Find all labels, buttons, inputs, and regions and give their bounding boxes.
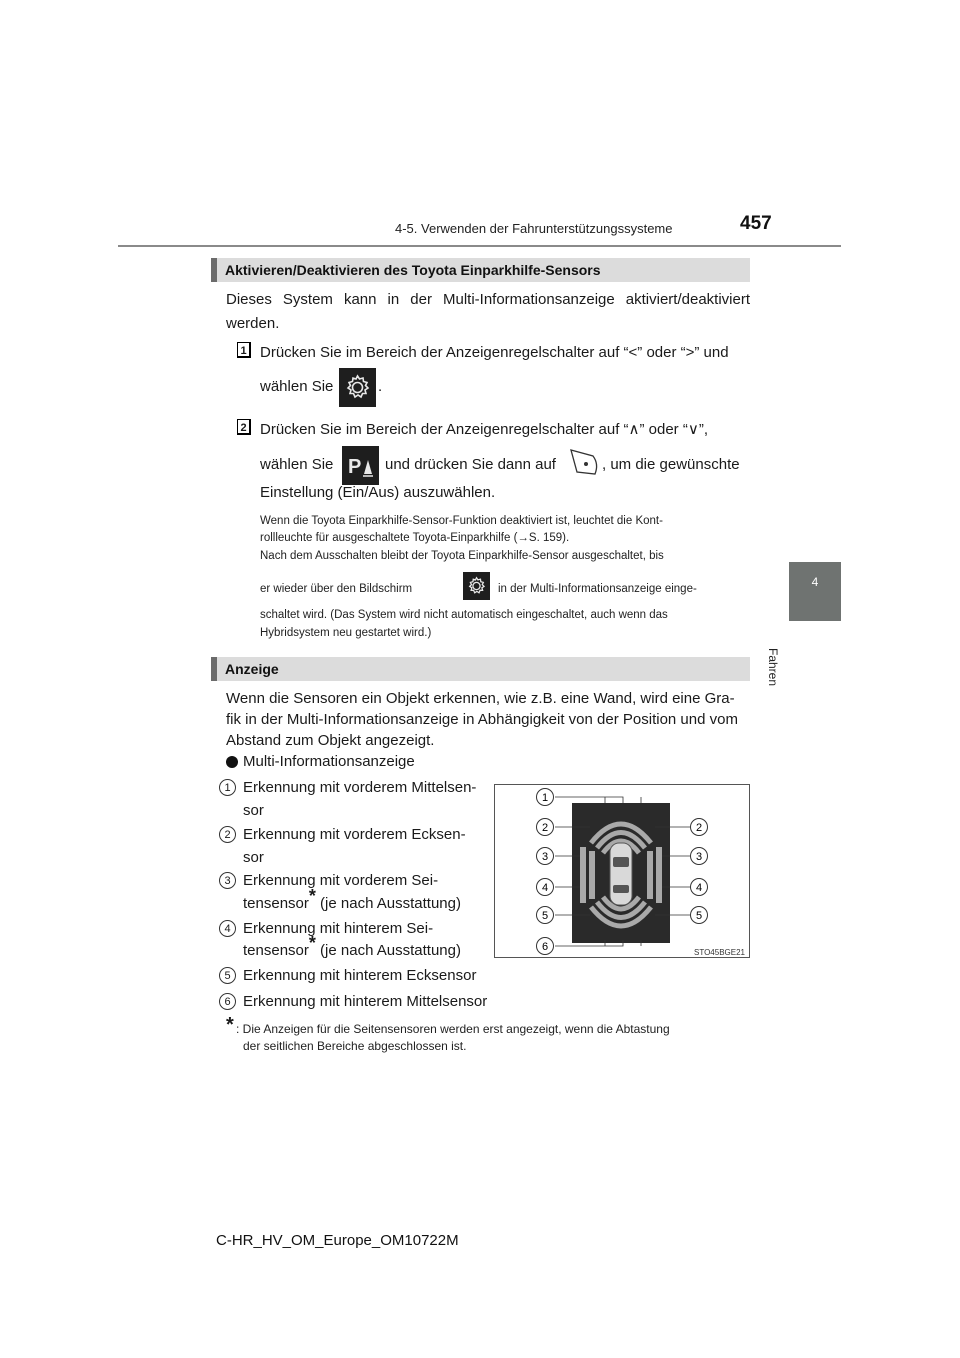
step-number-2: 2 [237, 419, 251, 435]
bullet-dot [226, 756, 238, 768]
item-4-asterisk: * [308, 933, 316, 953]
item-4-line2-text: tensensor [243, 942, 309, 959]
figure-right-labels [691, 819, 708, 924]
settings-gear-icon-small [463, 572, 490, 600]
page-number: 457 [740, 213, 772, 234]
figure-code: STO45BGE21 [694, 948, 745, 957]
enter-switch-icon [567, 446, 601, 480]
item-number-5: 5 [219, 967, 236, 984]
step1-line2-post: . [378, 378, 383, 395]
header-rule [118, 245, 841, 247]
display-intro-line2: fik in der Multi-Informationsanzeige in Abhängigkeit von der Position und vom [226, 711, 738, 728]
item-3-asterisk: * [308, 886, 316, 906]
bullet-multi-info: Multi-Informationsanzeige [243, 753, 415, 770]
display-intro-line1: Wenn die Sensoren ein Objekt erkennen, wie z.B. eine Wand, wird eine Gra- [226, 690, 735, 707]
settings-gear-icon [339, 368, 376, 407]
item-4-line1: Erkennung mit hinterem Sei- [243, 920, 434, 937]
note-line1: Wenn die Toyota Einparkhilfe-Sensor-Funktion deaktiviert ist, leuchtet die Kont- [260, 515, 663, 527]
note-line4-pre: er wieder über den Bildschirm [260, 583, 413, 595]
fig-label-left-5: 5 [541, 910, 549, 922]
fig-label-right-4: 4 [695, 882, 703, 894]
item-3-line2 [243, 886, 461, 916]
item-1-line1: Erkennung mit vorderem Mittelsen- [243, 779, 477, 796]
item-number-6: 6 [219, 993, 236, 1010]
step1-line2 [260, 375, 333, 399]
display-intro-line3: Abstand zum Objekt angezeigt. [226, 732, 435, 749]
footnote-line1: : Die Anzeigen für die Seitensensoren werden erst angezeigt, wenn die Abtastung [236, 1022, 670, 1036]
car-silhouette [610, 843, 632, 905]
fig-label-left-3: 3 [541, 851, 549, 863]
fig-label-left-6: 6 [541, 941, 549, 953]
item-4-line2 [243, 933, 461, 963]
note-line3: Nach dem Ausschalten bleibt der Toyota Einparkhilfe-Sensor ausgeschaltet, bis [260, 550, 664, 562]
note-line5: schaltet wird. (Das System wird nicht automatisch eingeschaltet, auch wenn das [260, 609, 668, 621]
item-number-4: 4 [219, 920, 236, 937]
step2-line3: Einstellung (Ein/Aus) auszuwählen. [260, 484, 496, 501]
parking-sensor-figure [494, 784, 750, 958]
footnote-asterisk: * [226, 1014, 234, 1036]
step-number-1: 1 [237, 342, 251, 358]
section-heading-display [211, 657, 750, 681]
chapter-side-label [766, 628, 820, 688]
note-line2: rollleuchte für ausgeschaltete Toyota-Einparkhilfe (→S. 159). [260, 532, 570, 544]
document-code: C-HR_HV_OM_Europe_OM10722M [216, 1232, 459, 1249]
step1-line1: Drücken Sie im Bereich der Anzeigenregelschalter auf “<” oder “>” und [260, 344, 729, 361]
fig-label-right-5: 5 [695, 910, 703, 922]
item-2-line2: sor [243, 849, 264, 866]
note-line6: Hybridsystem neu gestartet wird.) [260, 627, 432, 639]
step2-line2-mid: und drücken Sie dann auf [385, 456, 556, 473]
fig-label-left-4: 4 [541, 882, 549, 894]
item-1-line2: sor [243, 802, 264, 819]
svg-text:P: P [348, 456, 362, 478]
step1-line2-pre: wählen Sie [260, 378, 334, 395]
fig-label-left-1: 1 [541, 792, 549, 804]
section-title-activation: Aktivieren/Deaktivieren des Toyota Einparkhilfe-Sensors [225, 262, 601, 278]
sensor-display-graphic [495, 785, 749, 957]
item-number-1: 1 [219, 779, 236, 796]
section-heading-activation [211, 258, 750, 282]
figure-left-labels [537, 789, 554, 955]
item-number-3: 3 [219, 872, 236, 889]
fig-label-right-3: 3 [695, 851, 703, 863]
item-3-line1: Erkennung mit vorderem Sei- [243, 872, 439, 889]
item-6-line1: Erkennung mit hinterem Mittelsensor [243, 993, 488, 1010]
item-number-2: 2 [219, 826, 236, 843]
step2-line1: Drücken Sie im Bereich der Anzeigenregelschalter auf “∧” oder “∨”, [260, 421, 708, 438]
section-title-display: Anzeige [225, 661, 279, 677]
item-4-line2-post: (je nach Ausstattung) [315, 942, 461, 959]
item-2-line1: Erkennung mit vorderem Ecksen- [243, 826, 466, 843]
parking-sensor-icon [342, 446, 379, 485]
step2-line2-pre: wählen Sie [260, 456, 334, 473]
chapter-side-tab [789, 562, 841, 621]
chapter-side-label-text: Fahren [766, 648, 780, 687]
fig-label-left-2: 2 [541, 822, 549, 834]
chapter-header: 4-5. Verwenden der Fahrunterstützungssysteme [395, 221, 673, 236]
item-3-line2-text: tensensor [243, 895, 309, 912]
section1-intro: Dieses System kann in der Multi-Informationsanzeige aktiviert/deaktiviert werden. [226, 291, 750, 332]
note-line4-post: in der Multi-Informationsanzeige einge- [498, 583, 697, 595]
chapter-tab-number: 4 [811, 575, 819, 589]
item-5-line1: Erkennung mit hinterem Ecksensor [243, 967, 477, 984]
footnote-line2: der seitlichen Bereiche abgeschlossen ist. [243, 1039, 467, 1053]
fig-label-right-2: 2 [695, 822, 703, 834]
item-3-line2-post: (je nach Ausstattung) [315, 895, 461, 912]
step2-line2-post: , um die gewünschte [602, 456, 740, 473]
